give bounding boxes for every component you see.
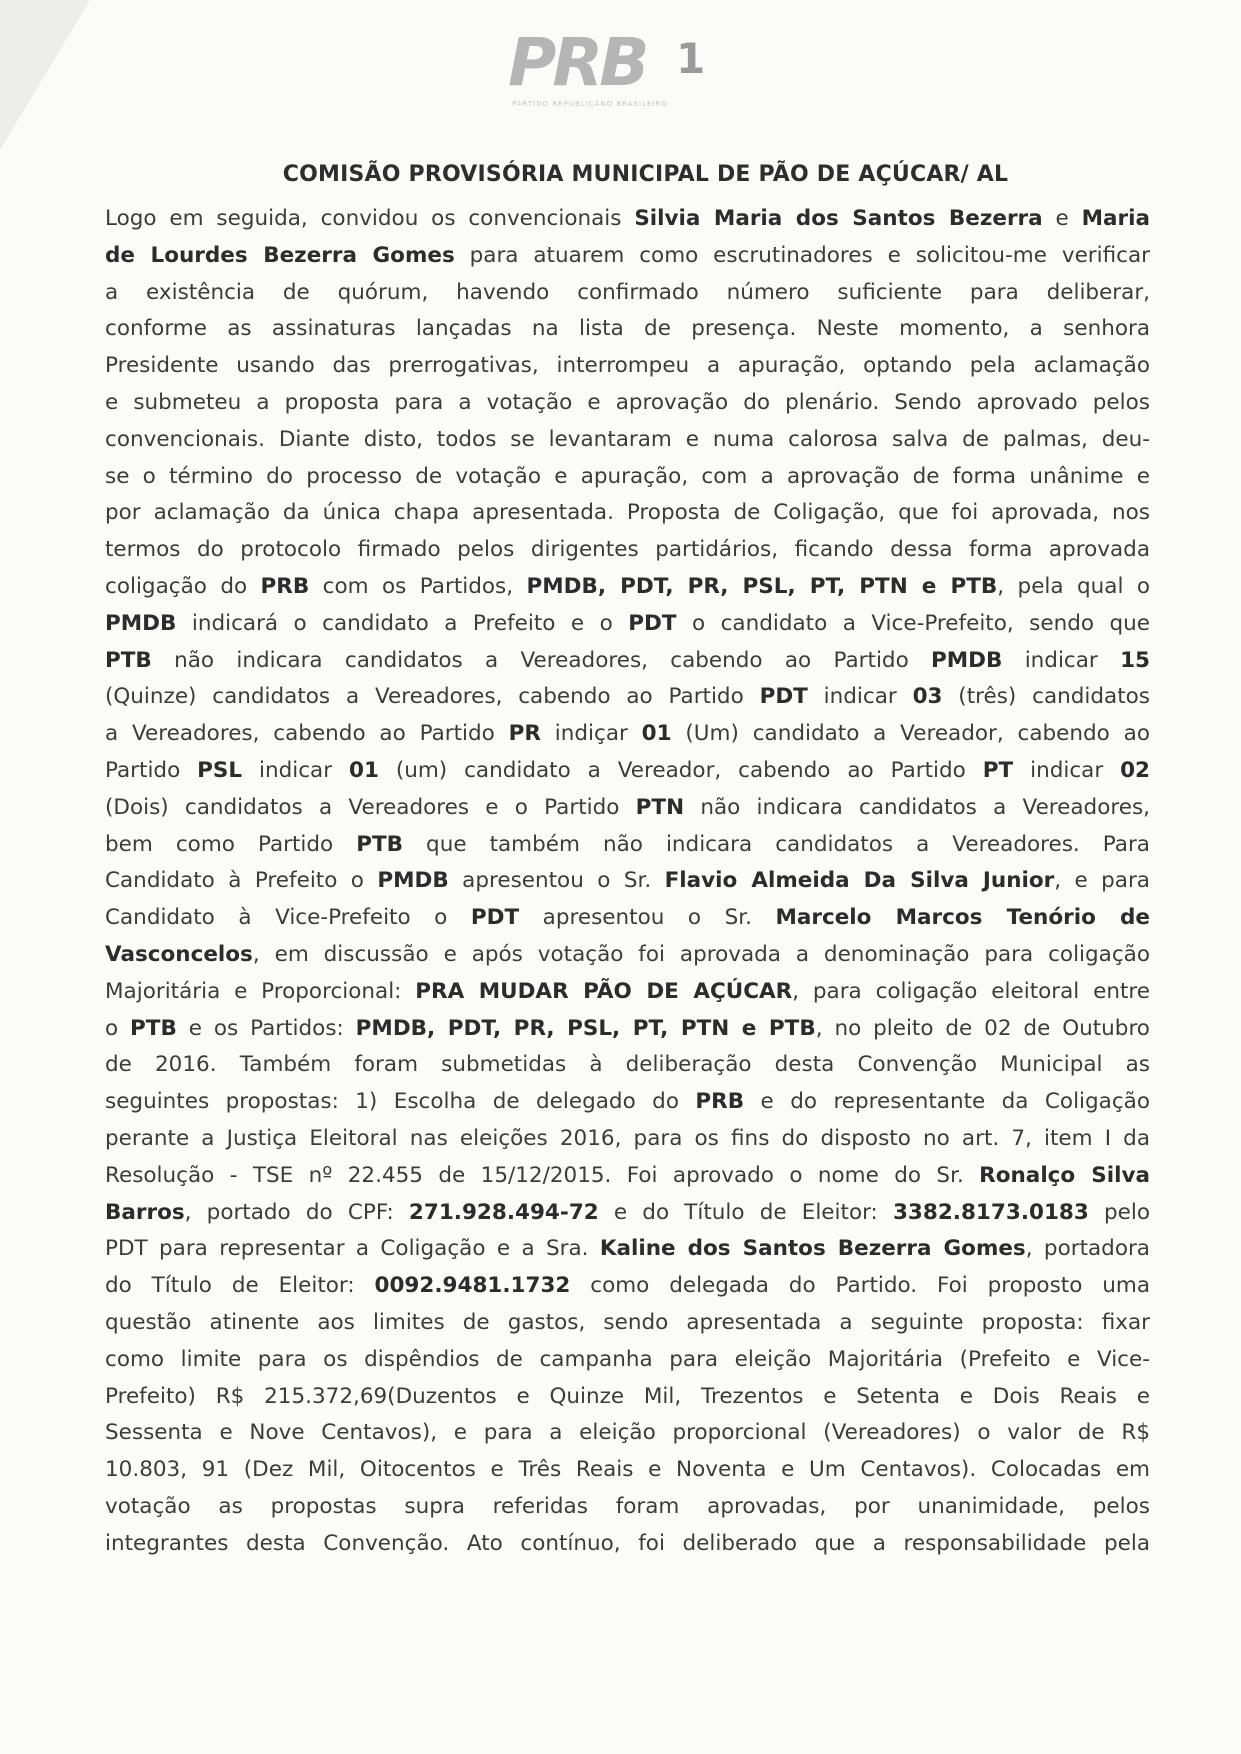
text-run: , no pleito de 02 de Outubro	[815, 1015, 1150, 1041]
text-run: indiçar	[540, 721, 642, 747]
bold-text: Silvia Maria dos Santos Bezerra	[634, 206, 1043, 231]
text-run: Candidato à Prefeito o	[105, 868, 378, 894]
bold-text: PSL	[197, 757, 243, 783]
text-line	[105, 790, 1150, 827]
text-run: indicar	[1002, 647, 1121, 673]
text-run: (Quinze) candidatos a Vereadores, cabendo ao Partido	[105, 684, 760, 710]
bold-text: PMDB, PDT, PR, PSL, PT, PTN e PTB	[526, 573, 998, 599]
text-line	[105, 422, 1150, 459]
text-line	[105, 1084, 1150, 1121]
text-run: Logo em seguida, convidou os convencionais	[105, 206, 635, 231]
text-line	[105, 643, 1150, 680]
text-run: não indicara candidatos a Vereadores, cabendo ao Partido	[151, 647, 932, 673]
prb-logo-subtitle: PARTIDO REPUBLICANO BRASILEIRO	[512, 100, 668, 108]
text-run: Sessenta e Nove Centavos), e para a eleição proporcional (Vereadores) o valor de R$	[105, 1420, 1150, 1446]
text-line	[105, 238, 1150, 275]
text-line	[105, 532, 1150, 569]
text-run: de 2016. Também foram submetidas à deliberação desta Convenção Municipal as	[105, 1052, 1150, 1078]
text-run: votação as propostas supra referidas foram aprovadas, por unanimidade, pelos	[105, 1493, 1150, 1519]
text-run: com os Partidos,	[309, 573, 527, 599]
text-run: Prefeito) R$ 215.372,69(Duzentos e Quinze Mil, Trezentos e Setenta e Dois Reais e	[105, 1383, 1150, 1409]
prb-logo-text: PRB	[508, 24, 646, 101]
text-line	[105, 863, 1150, 900]
text-run: , pela qual o	[997, 573, 1150, 599]
text-run: o candidato a Vice-Prefeito, sendo que	[676, 610, 1150, 636]
prb-logo	[508, 24, 748, 115]
bold-text: PMDB	[931, 647, 1003, 673]
text-run: Partido	[105, 757, 198, 783]
text-line	[105, 201, 1150, 238]
bold-text: Flavio Almeida Da Silva Junior	[664, 868, 1055, 894]
text-run: , portadora	[1025, 1236, 1150, 1262]
bold-text: 01	[641, 721, 672, 747]
bold-text: PMDB	[105, 610, 177, 636]
text-run: para atuarem como escrutinadores e solicitou-me verificar	[454, 242, 1150, 268]
text-run: que também não indicara candidatos a Vereadores. Para	[403, 831, 1150, 857]
text-run: perante a Justiça Eleitoral nas eleições 2016, para os fins do disposto no art. 7, item I da	[105, 1125, 1150, 1151]
bold-text: Maria	[1081, 206, 1150, 231]
prb-logo-mark: 1	[676, 34, 706, 83]
bold-text: 3382.8173.0183	[892, 1199, 1089, 1225]
text-run: , e para	[1054, 868, 1150, 894]
bold-text: PDT	[628, 610, 677, 636]
text-run: Resolução - TSE nº 22.455 de 15/12/2015. Foi aprovado o nome do Sr.	[105, 1162, 980, 1188]
text-run: como delegada do Partido. Foi proposto uma	[570, 1273, 1150, 1299]
text-line	[105, 679, 1150, 716]
text-line	[105, 1121, 1150, 1158]
document-title: COMISÃO PROVISÓRIA MUNICIPAL DE PÃO DE AÇÚCAR/ AL	[282, 162, 1009, 187]
text-line	[105, 753, 1150, 790]
text-line	[105, 974, 1150, 1011]
bold-text: PT	[982, 757, 1014, 783]
bold-text: PTB	[105, 647, 152, 673]
bold-text: PMDB	[377, 868, 449, 894]
text-line	[105, 900, 1150, 937]
bold-text: PTB	[130, 1015, 177, 1041]
text-run: coligação do	[105, 573, 261, 599]
text-line	[105, 1452, 1150, 1489]
bold-text: PRB	[695, 1089, 745, 1115]
text-line	[105, 606, 1150, 643]
bold-text: 03	[912, 684, 943, 710]
bold-text: PDT	[470, 905, 520, 931]
text-line	[105, 1379, 1150, 1416]
text-line	[105, 1268, 1150, 1305]
text-run: indicar	[1013, 757, 1121, 783]
text-run: (três) candidatos	[942, 684, 1150, 710]
bold-text: PTN	[635, 794, 685, 820]
bold-text: de Lourdes Bezerra Gomes	[105, 242, 455, 268]
text-run: como limite para os dispêndios de campanha para eleição Majoritária (Prefeito e Vice-	[105, 1346, 1150, 1372]
text-run: e submeteu a proposta para a votação e aprovação do plenário. Sendo aprovado pelos	[105, 389, 1150, 415]
text-run: 10.803, 91 (Dez Mil, Oitocentos e Três Reais e Noventa e Um Centavos). Colocadas em	[105, 1457, 1150, 1483]
bold-text: 271.928.494-72	[408, 1199, 599, 1225]
text-line	[105, 1047, 1150, 1084]
text-run: bem como Partido	[105, 831, 357, 857]
text-run: a Vereadores, cabendo ao Partido	[105, 721, 509, 747]
text-run: integrantes desta Convenção. Ato contínuo, foi deliberado que a responsabilidade pela	[105, 1530, 1150, 1556]
text-run: e os Partidos:	[176, 1015, 356, 1041]
text-run: do Título de Eleitor:	[105, 1273, 375, 1299]
text-line	[105, 827, 1150, 864]
text-run: e do Título de Eleitor:	[598, 1199, 893, 1225]
text-line	[105, 1526, 1150, 1563]
text-line	[105, 275, 1150, 312]
text-run: termos do protocolo firmado pelos dirigentes partidários, ficando dessa forma aprovada	[105, 537, 1150, 563]
bold-text: PMDB, PDT, PR, PSL, PT, PTN e PTB	[355, 1015, 816, 1041]
text-run: e do representante da Coligação	[744, 1089, 1150, 1115]
text-line	[105, 1011, 1150, 1048]
text-line	[105, 569, 1150, 606]
bold-text: PR	[508, 721, 541, 747]
text-run: , portado do CPF:	[184, 1199, 409, 1225]
bold-text: Vasconcelos	[105, 941, 253, 967]
text-line	[105, 1415, 1150, 1452]
text-run: PDT para representar a Coligação e a Sra.	[105, 1236, 600, 1262]
page-corner-fold	[0, 0, 90, 150]
text-run: conforme as assinaturas lançadas na lista de presença. Neste momento, a senhora	[105, 316, 1150, 342]
text-run: o	[105, 1015, 131, 1041]
text-line	[105, 348, 1150, 385]
text-run: e	[1042, 206, 1082, 231]
text-run: , em discussão e após votação foi aprovada a denominação para coligação	[252, 941, 1150, 967]
bold-text: Kaline dos Santos Bezerra Gomes	[599, 1236, 1026, 1262]
bold-text: Marcelo Marcos Tenório de	[775, 905, 1150, 931]
text-run: convencionais. Diante disto, todos se levantaram e numa calorosa salva de palmas, deu-	[105, 426, 1150, 452]
text-run: Candidato à Vice-Prefeito o	[105, 905, 471, 931]
text-run: questão atinente aos limites de gastos, sendo apresentada a seguinte proposta: fixar	[105, 1309, 1150, 1335]
minutes-body	[105, 201, 1150, 1562]
text-run: (Um) candidato a Vereador, cabendo ao	[671, 721, 1150, 747]
text-run: seguintes propostas: 1) Escolha de delegado do	[105, 1089, 696, 1115]
bold-text: Barros	[105, 1199, 185, 1225]
text-run: indicar	[807, 684, 913, 710]
bold-text: 01	[348, 757, 379, 783]
text-run: Majoritária e Proporcional:	[105, 978, 416, 1004]
bold-text: 15	[1120, 647, 1150, 673]
text-run: não indicara candidatos a Vereadores,	[684, 794, 1150, 820]
text-line	[105, 311, 1150, 348]
text-run: por aclamação da única chapa apresentada. Proposta de Coligação, que foi aprovada, nos	[105, 500, 1150, 526]
text-run: a existência de quórum, havendo confirmado número suficiente para deliberar,	[105, 279, 1150, 305]
bold-text: PTB	[356, 831, 404, 857]
text-line	[105, 385, 1150, 422]
bold-text: Ronalço Silva	[979, 1162, 1150, 1188]
text-line	[105, 1305, 1150, 1342]
text-line	[105, 937, 1150, 974]
bold-text: 02	[1120, 757, 1150, 783]
text-line	[105, 1342, 1150, 1379]
text-line	[105, 495, 1150, 532]
bold-text: PRB	[260, 573, 310, 599]
text-line	[105, 1231, 1150, 1268]
text-run: (Dois) candidatos a Vereadores e o Partido	[105, 794, 636, 820]
text-run: (um) candidato a Vereador, cabendo ao Partido	[378, 757, 983, 783]
text-run: apresentou o Sr.	[448, 868, 665, 894]
bold-text: PRA MUDAR PÃO DE AÇÚCAR	[415, 978, 793, 1004]
text-line	[105, 459, 1150, 496]
text-run: indicar	[242, 757, 349, 783]
text-line	[105, 1158, 1150, 1195]
text-run: Presidente usando das prerrogativas, interrompeu a apuração, optando pela aclamação	[105, 353, 1150, 379]
bold-text: 0092.9481.1732	[374, 1273, 571, 1299]
text-run: indicará o candidato a Prefeito e o	[176, 610, 629, 636]
text-line	[105, 1489, 1150, 1526]
bold-text: PDT	[759, 684, 808, 710]
text-line	[105, 1195, 1150, 1232]
text-run: pelo	[1088, 1199, 1150, 1225]
text-run: se o término do processo de votação e apuração, com a aprovação de forma unânime e	[105, 463, 1150, 489]
text-line	[105, 716, 1150, 753]
text-run: apresentou o Sr.	[519, 905, 776, 931]
text-run: , para coligação eleitoral entre	[792, 978, 1151, 1004]
